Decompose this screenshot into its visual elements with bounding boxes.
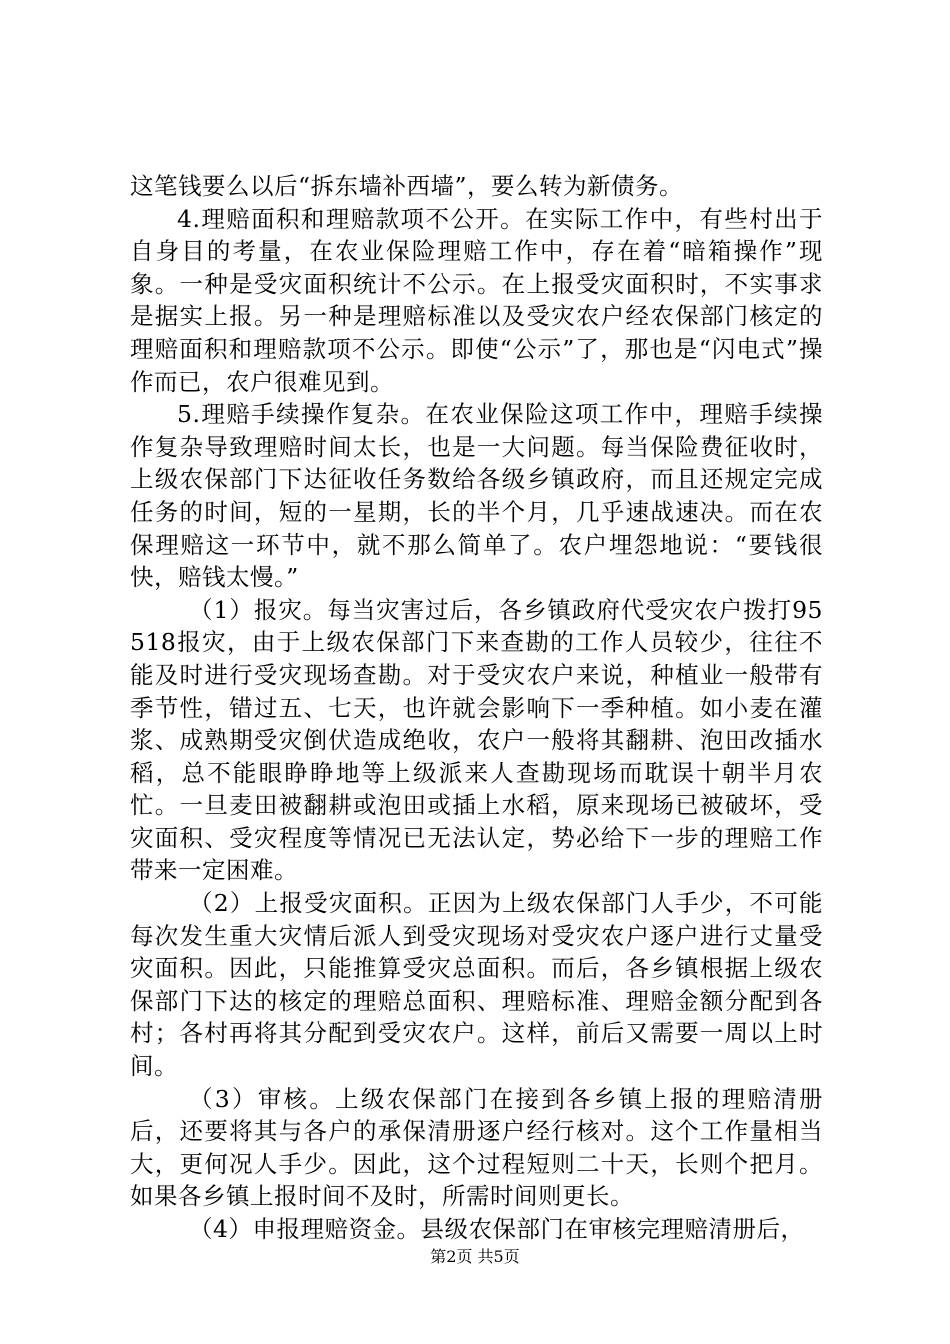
page-number: 第2页 共5页 bbox=[430, 1247, 520, 1266]
document-body bbox=[130, 170, 823, 1246]
paragraph: （1）报灾。每当灾害过后，各乡镇政府代受灾农户拨打95518报灾，由于上级农保部门下来查勘的工作人员较少，往往不能及时进行受灾现场查勘。对于受灾农户来说，种植业一般带有季节性，错过五、七天，也许就会影响下一季种植。如小麦在灌浆、成熟期受灾倒伏造成绝收，农户一般将其翻耕、泡田改插水稻，总不能眼睁睁地等上级派来人查勘现场而耽误十朝半月农忙。一旦麦田被翻耕或泡田或插上水稻，原来现场已被破坏，受灾面积、受灾程度等情况已无法认定，势必给下一步的理赔工作带来一定困难。 bbox=[130, 595, 823, 885]
page-footer bbox=[0, 1247, 950, 1267]
paragraph: （2）上报受灾面积。正因为上级农保部门人手少，不可能每次发生重大灾情后派人到受灾现场对受灾农户逐户进行丈量受灾面积。因此，只能推算受灾总面积。而后，各乡镇根据上级农保部门下达的核定的理赔总面积、理赔标准、理赔金额分配到各村；各村再将其分配到受灾农户。这样，前后又需要一周以上时间。 bbox=[130, 889, 823, 1081]
paragraph: 这笔钱要么以后“拆东墙补西墙”，要么转为新债务。 bbox=[130, 172, 684, 200]
paragraph: 5.理赔手续操作复杂。在农业保险这项工作中，理赔手续操作复杂导致理赔时间太长，也是一大问题。每当保险费征收时，上级农保部门下达征收任务数给各级乡镇政府，而且还规定完成任务的时间，短的一星期，长的半个月，几乎速战速决。而在农保理赔这一环节中，就不那么简单了。农户埋怨地说：“要钱很快，赔钱太慢。” bbox=[130, 400, 823, 592]
paragraph: 4.理赔面积和理赔款项不公开。在实际工作中，有些村出于自身目的考量，在农业保险理赔工作中，存在着“暗箱操作”现象。一种是受灾面积统计不公示。在上报受灾面积时，不实事求是据实上报。另一种是理赔标准以及受灾农户经农保部门核定的理赔面积和理赔款项不公示。即使“公示”了，那也是“闪电式”操作而已，农户很难见到。 bbox=[130, 204, 823, 396]
paragraph: （3）审核。上级农保部门在接到各乡镇上报的理赔清册后，还要将其与各户的承保清册逐户经行核对。这个工作量相当大，更何况人手少。因此，这个过程短则二十天，长则个把月。如果各乡镇上报时间不及时，所需时间则更长。 bbox=[130, 1084, 823, 1211]
paragraph: （4）申报理赔资金。县级农保部门在审核完理赔清册后， bbox=[189, 1215, 805, 1243]
